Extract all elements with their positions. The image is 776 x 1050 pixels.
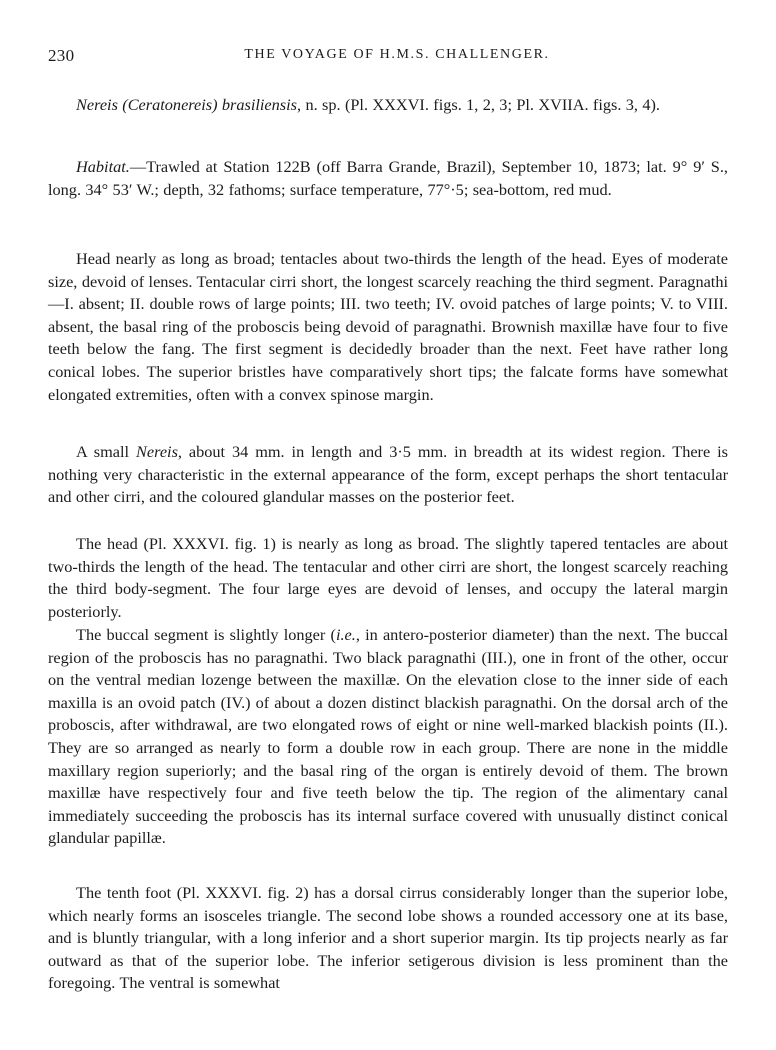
paragraph-text: A small [76, 442, 136, 461]
paragraph-text: The buccal segment is slightly longer ( [76, 625, 336, 644]
paragraph-buccal [48, 624, 728, 850]
habitat-paragraph [48, 156, 728, 201]
species-reference: , n. sp. (Pl. XXXVI. figs. 1, 2, 3; Pl. XVIIA. figs. 3, 4). [297, 95, 660, 114]
paragraph-text: Head nearly as long as broad; tentacles about two-thirds the length of the head. Eyes of moderate size, devoid of lenses. Tentacular cirri short, the longest scarcely reaching the third segment. Paragnathi—I. absent; II. double rows of large points; III. two teeth; IV. ovoid patches of large points; V. to VIII. absent, the basal ring of the proboscis being devoid of paragnathi. Brownish maxillæ have four to five teeth below the fang. The first segment is decidedly broader than the next. Feet have rather long conical lobes. The superior bristles have comparatively short tips; the falcate forms have somewhat elongated extremities, often with a convex spinose margin. [48, 249, 728, 404]
paragraph-text: The tenth foot (Pl. XXXVI. fig. 2) has a dorsal cirrus considerably longer than the superior lobe, which nearly forms an isosceles triangle. The second lobe shows a rounded accessory one at its base, and is bluntly triangular, with a long inferior and a short superior margin. Its tip projects nearly as far outward as that of the superior lobe. The inferior setigerous division is less prominent than the foregoing. The ventral is somewhat [48, 883, 728, 993]
habitat-text: —Trawled at Station 122B (off Barra Grande, Brazil), September 10, 1873; lat. 9° 9′ S., long. 34° 53′ W.; depth, 32 fathoms; surface temperature, 77°·5; sea-bottom, red mud. [48, 157, 728, 199]
paragraph-general [48, 441, 728, 509]
species-heading [48, 94, 756, 117]
paragraph-tenth-foot [48, 882, 728, 995]
paragraph-diagnosis [48, 248, 728, 406]
paragraph-text: , in antero-posterior diameter) than the next. The buccal region of the proboscis has no paragnathi. Two black paragnathi (III.), one in front of the other, occur on the ventral median lozenge between the maxillæ. On the elevation close to the inner side of each maxilla is an ovoid patch (IV.) of about a dozen distinct blackish paragnathi. On the dorsal arch of the proboscis, after withdrawal, are two elongated rows of eight or nine well-marked blackish points (II.). They are so arranged as nearly to form a double row in each group. There are none in the middle maxillary region superiorly; and the basal ring of the organ is entirely devoid of them. The brown maxillæ have respectively four and five teeth below the tip. The region of the alimentary canal immediately succeeding the proboscis has its internal surface covered with unusually distinct conical glandular papillæ. [48, 625, 728, 848]
species-name: Nereis (Ceratonereis) brasiliensis [76, 95, 297, 114]
habitat-label: Habitat. [76, 157, 130, 176]
paragraph-text: The head (Pl. XXXVI. fig. 1) is nearly as long as broad. The slightly tapered tentacles are about two-thirds the length of the head. The tentacular and other cirri are short, the longest scarcely reaching the third body-segment. The four large eyes are devoid of lenses, and occupy the lateral margin posteriorly. [48, 534, 728, 621]
abbrev-ie: i.e. [335, 625, 356, 644]
paragraph-head [48, 533, 728, 623]
paragraph-text: , about 34 mm. in length and 3·5 mm. in breadth at its widest region. There is nothing very characteristic in the external appearance of the form, except perhaps the short tentacular and other cirri, and the coloured glandular masses on the posterior feet. [48, 442, 728, 507]
page-number: 230 [48, 46, 75, 65]
running-title: THE VOYAGE OF H.M.S. CHALLENGER. [244, 47, 550, 62]
genus-name: Nereis [136, 442, 178, 461]
